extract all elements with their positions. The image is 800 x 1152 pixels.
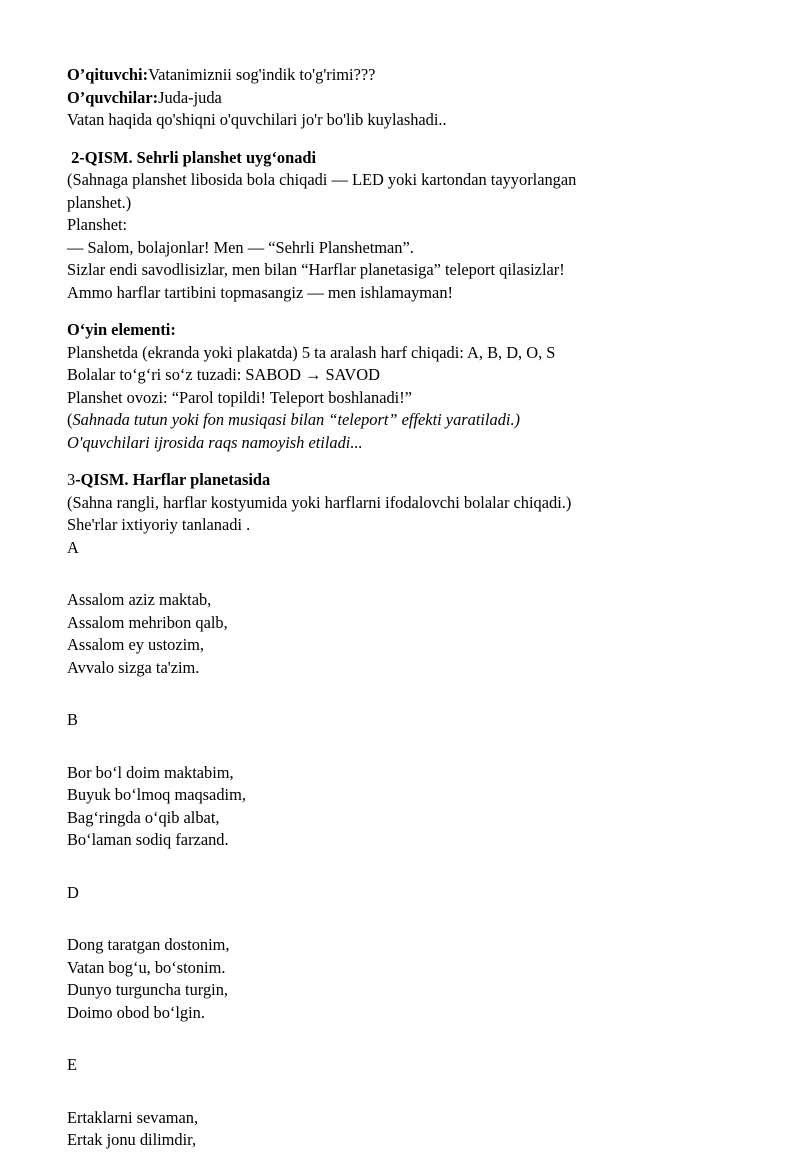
spacer <box>67 559 747 589</box>
poem-letter-e: E <box>67 1055 78 1074</box>
poem-letter-d: D <box>67 882 79 902</box>
teacher-label: O’qituvchi: <box>67 65 149 84</box>
poem-line: Bag‘ringda o‘qib albat, <box>67 807 220 827</box>
poem-letter-b: B <box>67 710 78 729</box>
spacer <box>67 454 747 469</box>
poem-line: Avvalo sizga ta'zim. <box>67 657 200 677</box>
spacer <box>67 732 747 762</box>
game-line-3: Planshet ovozi: “Parol topildi! Teleport boshlanadi!” <box>67 387 412 407</box>
part2-stage-note-2: planshet.) <box>67 192 132 212</box>
poem-line: Bo‘laman sodiq farzand. <box>67 830 229 849</box>
students-text: Juda-juda <box>158 87 222 107</box>
poem-line: Dunyo turguncha turgin, <box>67 980 229 999</box>
students-line <box>67 87 747 110</box>
game-line-2: Bolalar to‘g‘ri so‘z tuzadi: SABOD → SAVOD <box>67 365 380 384</box>
poem-line: Ertak jonu dilimdir, <box>67 1130 197 1149</box>
poem-line: Buyuk bo‘lmoq maqsadim, <box>67 785 246 804</box>
part3-stage-note: (Sahna rangli, harflar kostyumida yoki harflarni ifodalovchi bolalar chiqadi.) <box>67 492 572 512</box>
poem-line: Ertaklarni sevaman, <box>67 1107 199 1127</box>
poem-line: Bor bo‘l doim maktabim, <box>67 762 234 782</box>
spacer <box>67 132 747 147</box>
poem-letter-a: A <box>67 537 79 557</box>
effect-note: Sahnada tutun yoki fon musiqasi bilan “teleport” effekti yaratiladi.) <box>72 410 520 429</box>
part2-heading: 2-QISM. Sehrli planshet uyg‘onadi <box>67 147 317 167</box>
part2-speaker: Planshet: <box>67 215 128 234</box>
spacer <box>67 304 747 319</box>
spacer <box>67 852 747 882</box>
spacer <box>67 679 747 709</box>
teacher-text: Vatanimiznii sog'indik to'g'rimi??? <box>148 65 376 84</box>
part3-heading-num: 3 <box>67 470 76 489</box>
part3-heading <box>67 469 747 492</box>
part3-heading-rest: -QISM. Harflar planetasida <box>75 470 271 489</box>
part2-line-1: — Salom, bolajonlar! Men — “Sehrli Planshetman”. <box>67 237 414 257</box>
poem-line: Assalom aziz maktab, <box>67 590 212 609</box>
part3-choice-note: She'rlar ixtiyoriy tanlanadi . <box>67 515 251 534</box>
song-note: Vatan haqida qo'shiqni o'quvchilari jo'r bo'lib kuylashadi.. <box>67 110 447 129</box>
game-heading: O‘yin elementi: <box>67 320 176 339</box>
students-label: O’quvchilar: <box>67 87 159 107</box>
poem-line: Assalom mehribon qalb, <box>67 612 228 632</box>
poem-line: Dong taratgan dostonim, <box>67 935 230 954</box>
spacer <box>67 904 747 934</box>
part2-line-3: Ammo harflar tartibini topmasangiz — men ishlamayman! <box>67 282 453 302</box>
part2-line-2: Sizlar endi savodlisizlar, men bilan “Harflar planetasiga” teleport qilasizlar! <box>67 260 565 279</box>
effect-note-line <box>67 409 747 432</box>
spacer <box>67 1077 747 1107</box>
teacher-line <box>67 64 747 87</box>
poem-line: Doimo obod bo‘lgin. <box>67 1002 205 1022</box>
dance-note: O'quvchilari ijrosida raqs namoyish etiladi... <box>67 432 363 452</box>
spacer <box>67 1024 747 1054</box>
poem-line: Assalom ey ustozim, <box>67 635 205 654</box>
paren-open: ( <box>67 410 73 429</box>
poem-line: Vatan bog‘u, bo‘stonim. <box>67 957 226 977</box>
part2-stage-note-1: (Sahnaga planshet libosida bola chiqadi — LED yoki kartondan tayyorlangan <box>67 170 577 189</box>
document-page <box>67 64 747 1152</box>
game-line-1: Planshetda (ekranda yoki plakatda) 5 ta aralash harf chiqadi: A, B, D, O, S <box>67 342 556 362</box>
